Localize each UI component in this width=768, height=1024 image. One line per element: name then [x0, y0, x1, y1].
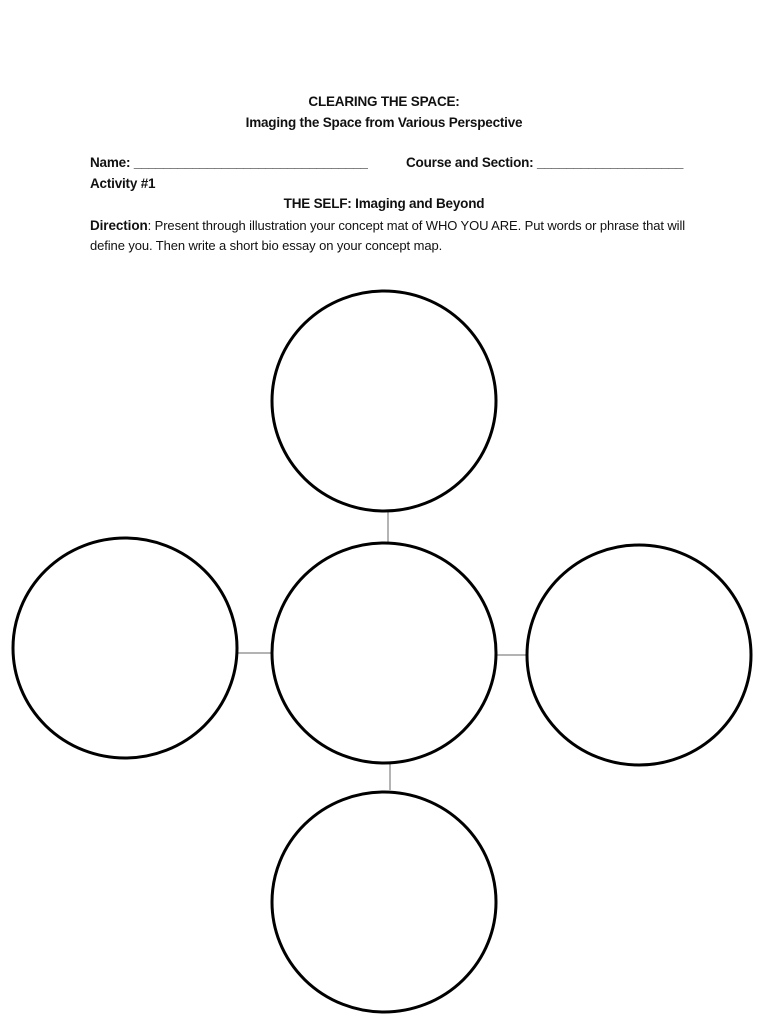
circle-top[interactable]: [272, 291, 496, 511]
circle-center[interactable]: [272, 543, 496, 763]
page-subtitle: Imaging the Space from Various Perspective: [245, 115, 523, 130]
circle-bottom[interactable]: [272, 792, 496, 1012]
activity-label: Activity #1: [90, 176, 156, 191]
name-label: Name:: [90, 155, 131, 170]
direction-text: : Present through illustration your concept mat of WHO YOU ARE. Put words or phrase that will define you. Then write a short bio essay on your concept map.: [90, 218, 686, 253]
circle-left[interactable]: [13, 538, 237, 758]
name-blank[interactable]: ________________________________: [133, 155, 368, 170]
direction-label: Direction: [90, 218, 148, 233]
circle-right[interactable]: [527, 545, 751, 765]
activity-heading: THE SELF: Imaging and Beyond: [283, 196, 485, 211]
page-title: CLEARING THE SPACE:: [308, 94, 460, 109]
course-label: Course and Section:: [406, 155, 534, 170]
course-blank[interactable]: ____________________: [537, 155, 684, 170]
